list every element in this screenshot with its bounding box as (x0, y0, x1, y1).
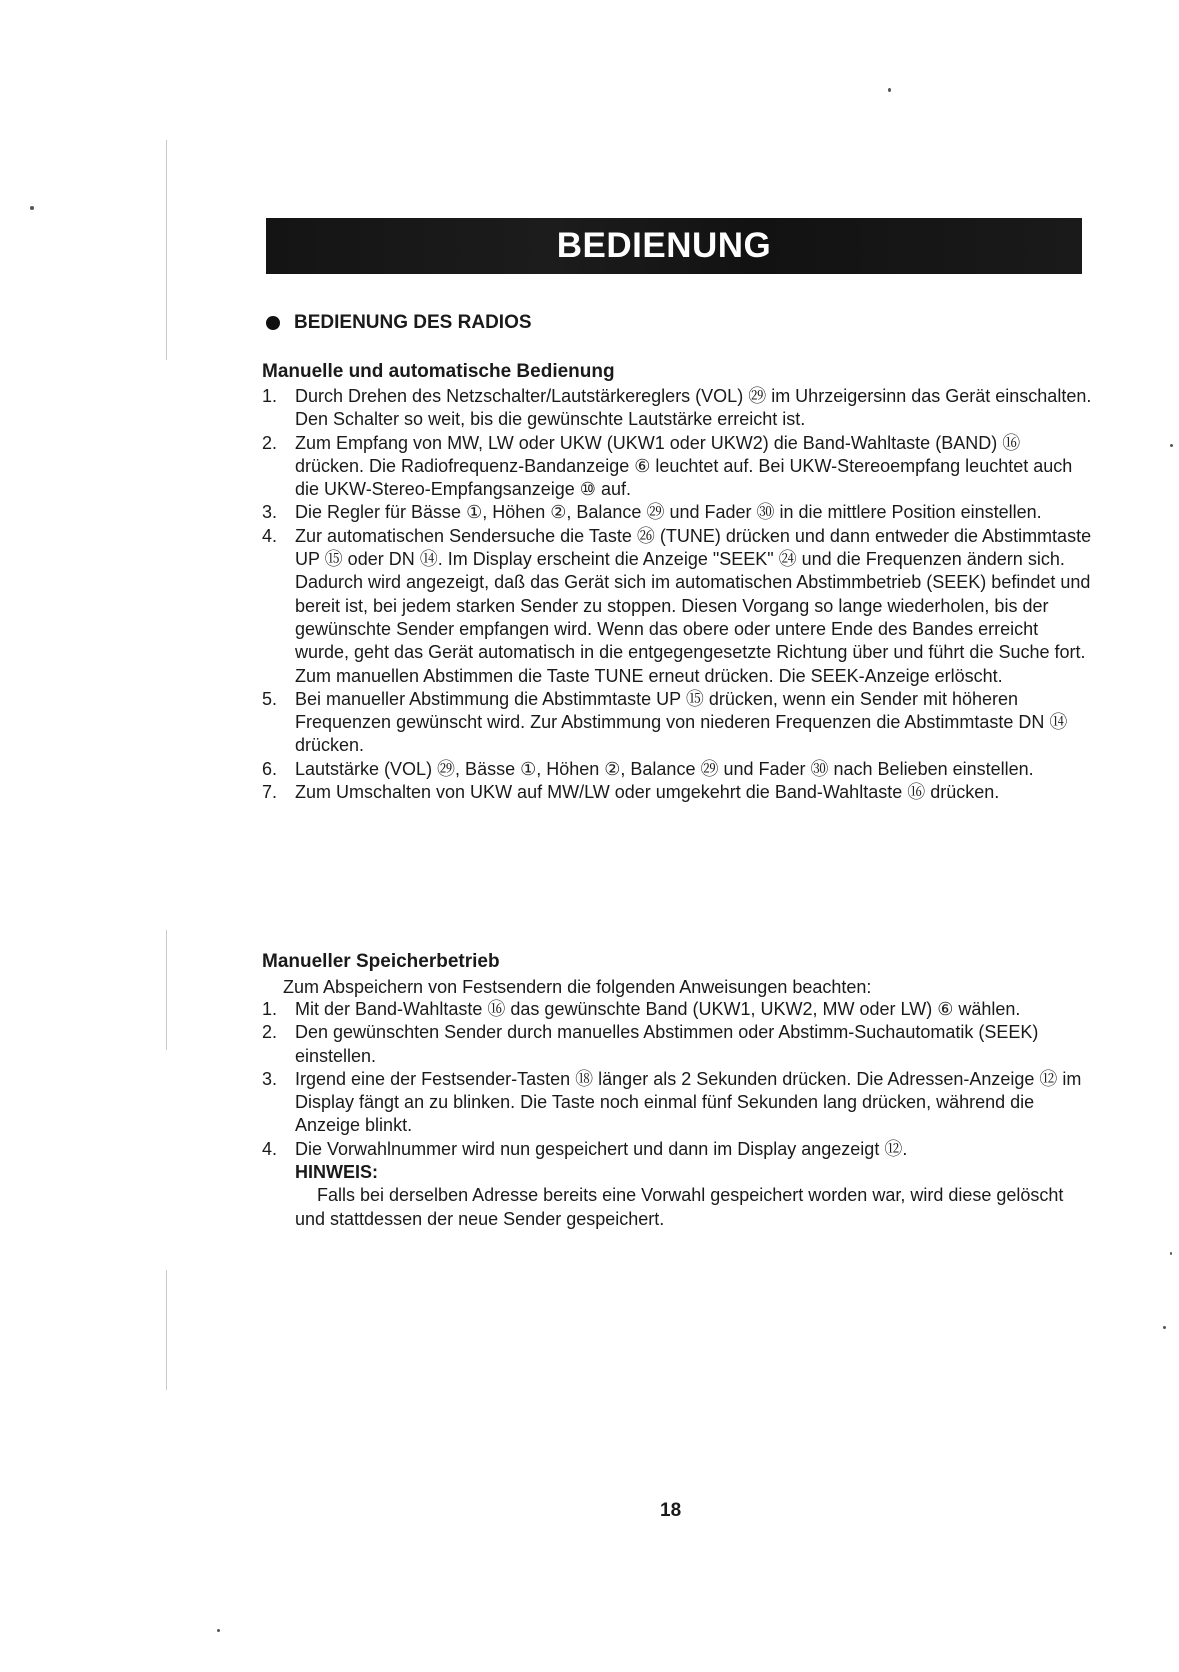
scan-edge-line (166, 140, 167, 360)
list-item: 2. Den gewünschten Sender durch manuelles Abstimmen oder Abstimm-Suchautomatik (SEEK) einstellen. (262, 1022, 1039, 1066)
subheading-memory: Manueller Speicherbetrieb (262, 951, 500, 972)
list-item: 5. Bei manueller Abstimmung die Abstimmtaste UP ⑮ drücken, wenn ein Sender mit höheren Frequenzen gewünscht wird. Zur Abstimmung von niederen Frequenzen die Abstimmtaste DN ⑭ drücken. (262, 688, 1068, 756)
memory-list (262, 998, 1092, 1231)
scan-speck (1170, 1252, 1172, 1255)
title-banner (266, 218, 1082, 274)
list-item: 4. Die Vorwahlnummer wird nun gespeichert und dann im Display angezeigt ⑫. HINWEIS: Falls bei derselben Adresse bereits eine Vorwahl gespeichert worden war, wird diese gelöscht und stattdessen der neue Sender gespeichert. (262, 1138, 1092, 1231)
scan-speck (30, 206, 34, 210)
page-number: 18 (660, 1500, 682, 1521)
list-item: 1. Durch Drehen des Netzschalter/Lautstärkereglers (VOL) ㉙ im Uhrzeigersinn das Gerät einschalten. Den Schalter so weit, bis die gewünschte Lautstärke erreicht ist. (262, 386, 1092, 430)
list-item: 2. Zum Empfang von MW, LW oder UKW (UKW1 oder UKW2) die Band-Wahltaste (BAND) ⑯ drücken. Die Radiofrequenz-Bandanzeige ⑥ leuchtet auf. Bei UKW-Stereoempfang leuchtet auch die UKW-Stereo-Empfangsanzeige ⑩ auf. (262, 432, 1073, 500)
scan-edge-line (166, 930, 167, 1050)
scan-speck (888, 88, 891, 92)
list-item: 3. Die Regler für Bässe ①, Höhen ②, Balance ㉙ und Fader ㉚ in die mittlere Position einstellen. (262, 502, 1042, 523)
scan-speck (1163, 1326, 1166, 1329)
list-item: 7. Zum Umschalten von UKW auf MW/LW oder umgekehrt die Band-Wahltaste ⑯ drücken. (262, 782, 1000, 803)
scan-edge-line (166, 1270, 167, 1390)
memory-intro: Zum Abspeichern von Festsendern die folgenden Anweisungen beachten: (283, 977, 872, 997)
note-label: HINWEIS: (295, 1162, 378, 1183)
scan-speck (1170, 444, 1173, 447)
scan-speck (217, 1629, 220, 1632)
manual-auto-list (262, 385, 1092, 804)
note-text: Falls bei derselben Adresse bereits eine Vorwahl gespeichert worden war, wird diese gelöscht und stattdessen der neue Sender gespeichert. (295, 1185, 1064, 1229)
bullet-icon (266, 316, 280, 330)
section-heading-text: BEDIENUNG DES RADIOS (294, 312, 532, 333)
list-item: 1. Mit der Band-Wahltaste ⑯ das gewünschte Band (UKW1, UKW2, MW oder LW) ⑥ wählen. (262, 999, 1021, 1019)
list-item: 4. Zur automatischen Sendersuche die Taste ㉖ (TUNE) drücken und dann entweder die Abstimmtaste UP ⑮ oder DN ⑭. Im Display erscheint die Anzeige "SEEK" ㉔ und die Frequenzen ändern sich. Dadurch wird angezeigt, daß das Gerät sich im automatischen Abstimmbetrieb (SEEK) befindet und bereit ist, bei jedem starken Sender zu stoppen. Diesen Vorgang so lange wiederholen, bis der gewünschte Sender empfangen wird. Wenn das obere oder untere Ende des Bandes erreicht wurde, geht das Gerät automatisch in die entgegengesetzte Richtung über und führt die Suche fort. Zum manuellen Abstimmen die Taste TUNE erneut drücken. Die SEEK-Anzeige erlöscht. (262, 525, 1092, 686)
section-heading (266, 312, 532, 334)
list-item: 6. Lautstärke (VOL) ㉙, Bässe ①, Höhen ②, Balance ㉙ und Fader ㉚ nach Belieben einstellen. (262, 758, 1034, 779)
subheading-manual-auto: Manuelle und automatische Bedienung (262, 361, 615, 382)
list-item: 3. Irgend eine der Festsender-Tasten ⑱ länger als 2 Sekunden drücken. Die Adressen-Anzeige ⑫ im Display fängt an zu blinken. Die Taste noch einmal fünf Sekunden lang drücken, während die Anzeige blinkt. (262, 1068, 1082, 1136)
banner-title: BEDIENUNG (556, 226, 772, 265)
